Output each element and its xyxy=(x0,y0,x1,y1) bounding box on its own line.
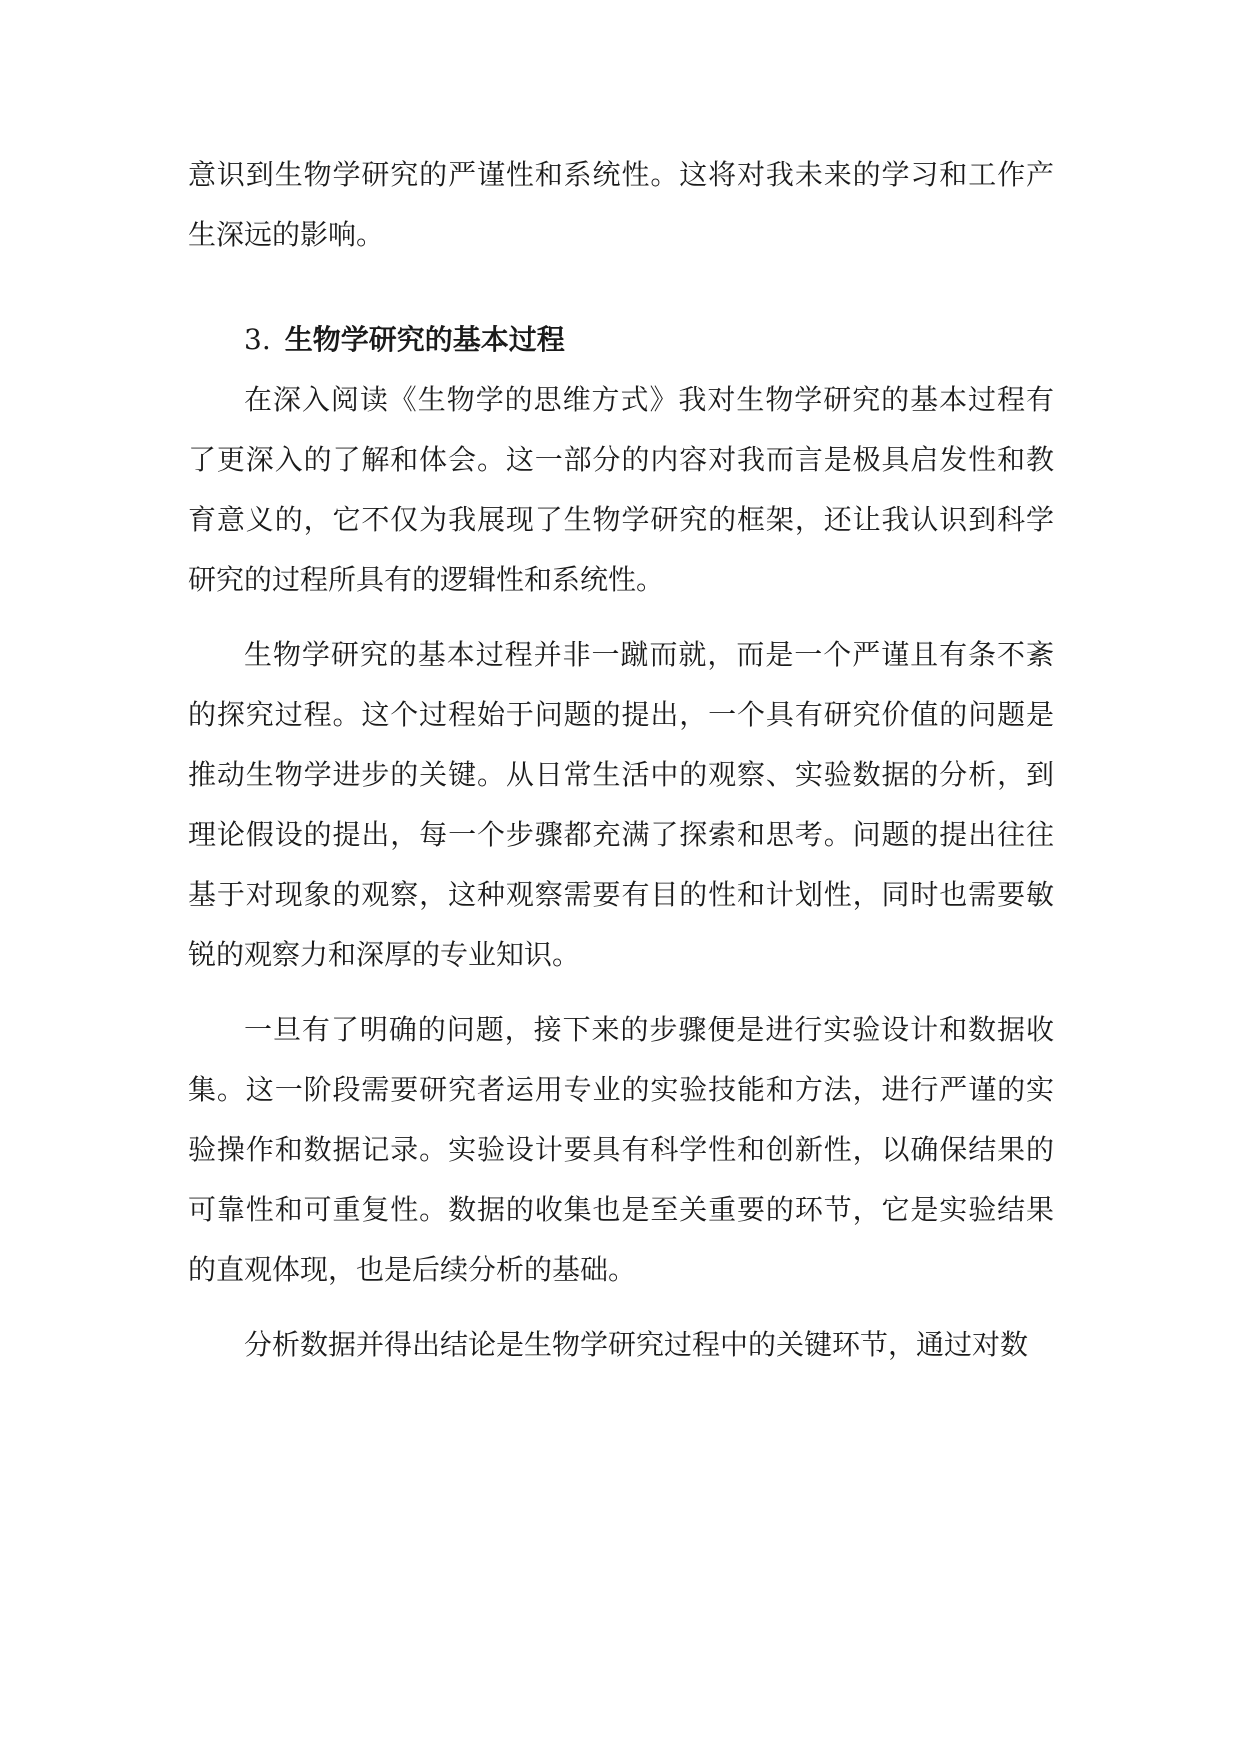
section-title: 生物学研究的基本过程 xyxy=(284,323,565,356)
paragraph-reading-overview: 在深入阅读《生物学的思维方式》我对生物学研究的基本过程有了更深入的了解和体会。这一部分的内容对我而言是极具启发性和教育意义的，它不仅为我展现了生物学研究的框架，还让我认识到科学研究的过程所具有的逻辑性和系统性。 xyxy=(188,383,1054,596)
section-heading xyxy=(188,310,1054,370)
paragraph-data-analysis: 分析数据并得出结论是生物学研究过程中的关键环节，通过对数 xyxy=(244,1328,1029,1361)
document-page xyxy=(188,145,1054,1375)
section-number: 3. xyxy=(244,323,271,356)
intro-paragraph: 意识到生物学研究的严谨性和系统性。这将对我未来的学习和工作产生深远的影响。 xyxy=(188,158,1054,251)
paragraph-question-posing: 生物学研究的基本过程并非一蹴而就，而是一个严谨且有条不紊的探究过程。这个过程始于问题的提出，一个具有研究价值的问题是推动生物学进步的关键。从日常生活中的观察、实验数据的分析，到理论假设的提出，每一个步骤都充满了探索和思考。问题的提出往往基于对现象的观察，这种观察需要有目的性和计划性，同时也需要敏锐的观察力和深厚的专业知识。 xyxy=(188,638,1054,971)
paragraph-experiment-design: 一旦有了明确的问题，接下来的步骤便是进行实验设计和数据收集。这一阶段需要研究者运用专业的实验技能和方法，进行严谨的实验操作和数据记录。实验设计要具有科学性和创新性，以确保结果的可靠性和可重复性。数据的收集也是至关重要的环节，它是实验结果的直观体现，也是后续分析的基础。 xyxy=(188,1013,1054,1286)
